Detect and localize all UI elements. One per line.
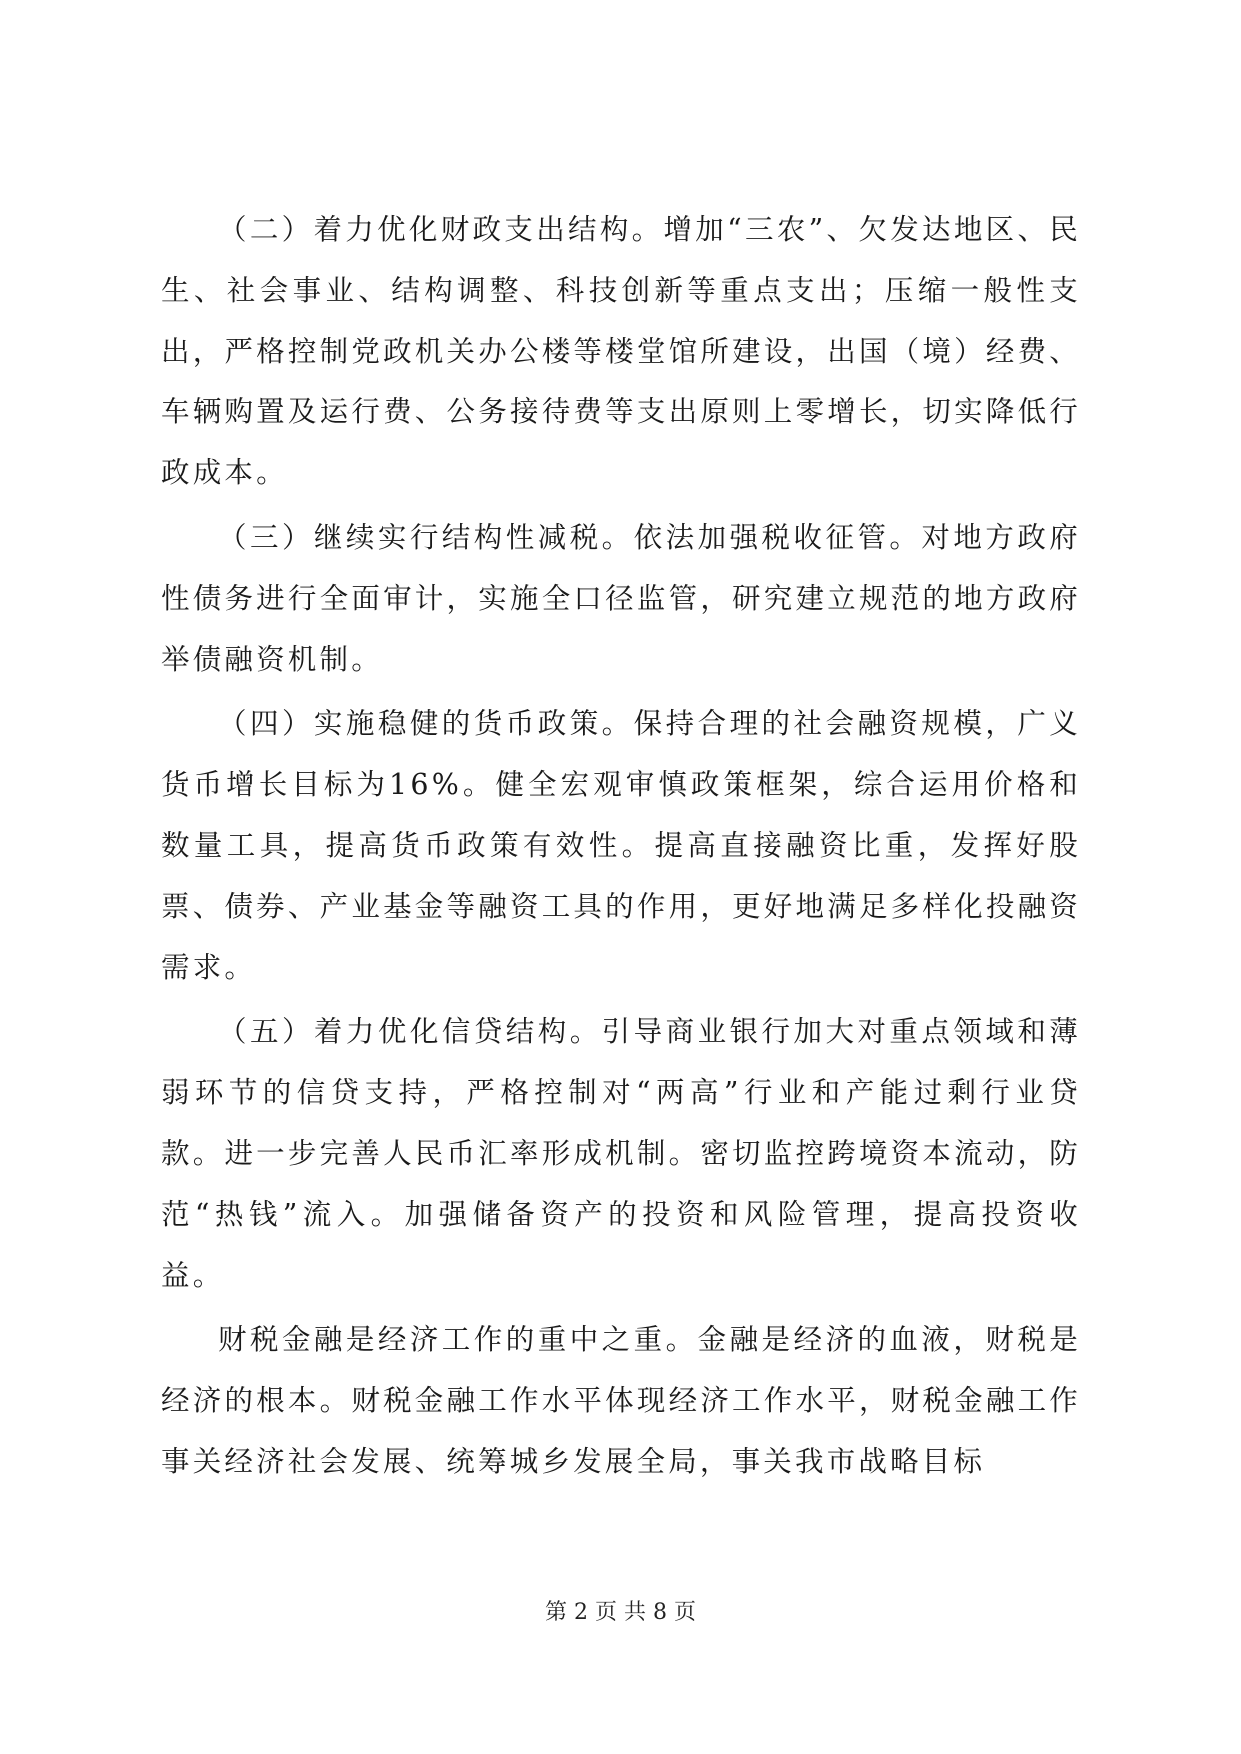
paragraph-credit-structure: （五）着力优化信贷结构。引导商业银行加大对重点领域和薄弱环节的信贷支持，严格控制对“两高”行业和产能过剩行业贷款。进一步完善人民币汇率形成机制。密切监控跨境资本流动，防范“热钱”流入。加强储备资产的投资和风险管理，提高投资收益。 bbox=[161, 1015, 1081, 1292]
paragraph-finance-summary: 财税金融是经济工作的重中之重。金融是经济的血液，财税是经济的根本。财税金融工作水平体现经济工作水平，财税金融工作事关经济社会发展、统筹城乡发展全局，事关我市战略目标 bbox=[161, 1323, 1081, 1478]
document-body bbox=[161, 200, 1081, 1497]
page-number: 第 2 页 共 8 页 bbox=[545, 1600, 696, 1625]
paragraph-monetary-policy: （四）实施稳健的货币政策。保持合理的社会融资规模，广义货币增长目标为16%。健全宏观审慎政策框架，综合运用价格和数量工具，提高货币政策有效性。提高直接融资比重，发挥好股票、债券、产业基金等融资工具的作用，更好地满足多样化投融资需求。 bbox=[161, 707, 1081, 984]
paragraph-tax-reduction: （三）继续实行结构性减税。依法加强税收征管。对地方政府性债务进行全面审计，实施全口径监管，研究建立规范的地方政府举债融资机制。 bbox=[161, 520, 1081, 676]
paragraph-fiscal-spending: （二）着力优化财政支出结构。增加“三农”、欠发达地区、民生、社会事业、结构调整、科技创新等重点支出；压缩一般性支出，严格控制党政机关办公楼等楼堂馆所建设，出国（境）经费、车辆购置及运行费、公务接待费等支出原则上零增长，切实降低行政成本。 bbox=[161, 213, 1081, 490]
page-footer bbox=[0, 1598, 1241, 1628]
